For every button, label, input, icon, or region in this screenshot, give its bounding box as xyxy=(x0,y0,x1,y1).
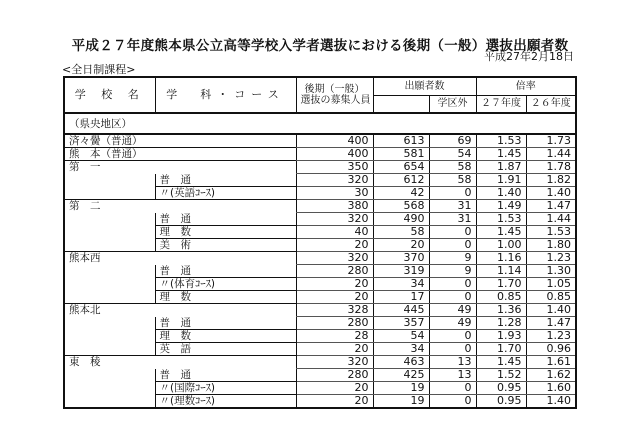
r26-cell: 1.61 xyxy=(526,356,576,369)
outside-cell: 0 xyxy=(429,343,476,356)
applicants-cell: 425 xyxy=(373,369,429,382)
r26-cell: 1.47 xyxy=(526,200,576,213)
r27-cell: 1.28 xyxy=(476,317,526,330)
course-name xyxy=(155,304,296,317)
school-name xyxy=(64,317,155,330)
outside-cell: 31 xyxy=(429,213,476,226)
r26-cell: 1.05 xyxy=(526,278,576,291)
table-row xyxy=(64,148,576,161)
r27-cell: 1.16 xyxy=(476,252,526,265)
applicants-cell: 58 xyxy=(373,226,429,239)
recruit-cell: 20 xyxy=(296,239,373,252)
applicants-cell: 54 xyxy=(373,330,429,343)
r27-cell: 1.53 xyxy=(476,134,526,148)
region-label: （県央地区） xyxy=(64,113,576,134)
r27-cell: 1.93 xyxy=(476,330,526,343)
section-label: <全日制課程> xyxy=(62,63,136,76)
school-name xyxy=(64,226,155,239)
applicants-cell: 19 xyxy=(373,395,429,409)
outside-cell: 69 xyxy=(429,134,476,148)
recruit-cell: 30 xyxy=(296,187,373,200)
r27-cell: 1.45 xyxy=(476,356,526,369)
r27-cell: 1.53 xyxy=(476,213,526,226)
r26-cell: 1.80 xyxy=(526,239,576,252)
header-r26: ２６年度 xyxy=(526,96,576,114)
r27-cell: 1.87 xyxy=(476,161,526,174)
course-name xyxy=(155,252,296,265)
applicants-table xyxy=(63,76,577,409)
recruit-cell: 20 xyxy=(296,278,373,291)
applicants-cell: 17 xyxy=(373,291,429,304)
table-row xyxy=(64,317,576,330)
course-name xyxy=(155,356,296,369)
recruit-cell: 400 xyxy=(296,134,373,148)
r26-cell: 1.23 xyxy=(526,252,576,265)
course-name: 〃(理数ｺｰｽ) xyxy=(155,395,296,409)
applicants-cell: 568 xyxy=(373,200,429,213)
document-title: 平成２７年度熊本県公立高等学校入学者選抜における後期（一般）選抜出願者数 xyxy=(71,38,569,54)
r27-cell: 0.95 xyxy=(476,382,526,395)
recruit-cell: 28 xyxy=(296,330,373,343)
applicants-cell: 19 xyxy=(373,382,429,395)
school-name: 第 二 xyxy=(64,200,155,213)
course-name xyxy=(155,134,296,148)
outside-cell: 9 xyxy=(429,252,476,265)
course-name: 美 術 xyxy=(155,239,296,252)
table-row xyxy=(64,161,576,174)
r26-cell: 1.47 xyxy=(526,317,576,330)
school-name xyxy=(64,330,155,343)
outside-cell: 9 xyxy=(429,265,476,278)
header-applicants-blank xyxy=(373,96,429,114)
course-name: 普 通 xyxy=(155,213,296,226)
recruit-cell: 20 xyxy=(296,382,373,395)
r26-cell: 1.53 xyxy=(526,226,576,239)
applicants-cell: 581 xyxy=(373,148,429,161)
header-ratio: 倍率 xyxy=(476,77,576,96)
table-row xyxy=(64,134,576,148)
r26-cell: 1.23 xyxy=(526,330,576,343)
course-name: 普 通 xyxy=(155,265,296,278)
r26-cell: 0.96 xyxy=(526,343,576,356)
recruit-cell: 400 xyxy=(296,148,373,161)
recruit-cell: 350 xyxy=(296,161,373,174)
outside-cell: 0 xyxy=(429,395,476,409)
recruit-cell: 320 xyxy=(296,213,373,226)
applicants-cell: 612 xyxy=(373,174,429,187)
recruit-cell: 320 xyxy=(296,252,373,265)
table-row xyxy=(64,330,576,343)
course-name: 普 通 xyxy=(155,174,296,187)
applicants-cell: 42 xyxy=(373,187,429,200)
r27-cell: 1.91 xyxy=(476,174,526,187)
header-outside: 学区外 xyxy=(429,96,476,114)
r26-cell: 1.73 xyxy=(526,134,576,148)
table-row xyxy=(64,382,576,395)
recruit-cell: 320 xyxy=(296,174,373,187)
course-name: 英 語 xyxy=(155,343,296,356)
table-row xyxy=(64,187,576,200)
applicants-cell: 319 xyxy=(373,265,429,278)
r27-cell: 1.52 xyxy=(476,369,526,382)
r27-cell: 1.49 xyxy=(476,200,526,213)
r26-cell: 1.62 xyxy=(526,369,576,382)
outside-cell: 49 xyxy=(429,317,476,330)
outside-cell: 0 xyxy=(429,226,476,239)
r26-cell: 1.60 xyxy=(526,382,576,395)
recruit-cell: 320 xyxy=(296,356,373,369)
outside-cell: 31 xyxy=(429,200,476,213)
table-row xyxy=(64,239,576,252)
table-row xyxy=(64,304,576,317)
school-name xyxy=(64,174,155,187)
r27-cell: 1.45 xyxy=(476,226,526,239)
school-name: 済々黌（普通） xyxy=(64,134,155,148)
r27-cell: 1.70 xyxy=(476,278,526,291)
recruit-cell: 380 xyxy=(296,200,373,213)
recruit-cell: 20 xyxy=(296,343,373,356)
applicants-cell: 34 xyxy=(373,278,429,291)
outside-cell: 13 xyxy=(429,356,476,369)
header-r27: ２７年度 xyxy=(476,96,526,114)
applicants-cell: 463 xyxy=(373,356,429,369)
r26-cell: 1.40 xyxy=(526,187,576,200)
recruit-cell: 280 xyxy=(296,265,373,278)
r27-cell: 1.40 xyxy=(476,187,526,200)
r26-cell: 1.40 xyxy=(526,395,576,409)
school-name xyxy=(64,343,155,356)
table-row xyxy=(64,395,576,409)
applicants-cell: 654 xyxy=(373,161,429,174)
school-name: 東 稜 xyxy=(64,356,155,369)
header-recruit-line1: 後期（一般） xyxy=(304,84,365,95)
outside-cell: 0 xyxy=(429,278,476,291)
school-name xyxy=(64,213,155,226)
school-name xyxy=(64,369,155,382)
header-school: 学 校 名 xyxy=(64,77,155,113)
school-name: 熊 本（普通） xyxy=(64,148,155,161)
recruit-cell: 280 xyxy=(296,317,373,330)
table-row xyxy=(64,356,576,369)
course-name xyxy=(155,148,296,161)
course-name xyxy=(155,161,296,174)
header-applicants: 出願者数 xyxy=(373,77,476,96)
table-row xyxy=(64,200,576,213)
table-row xyxy=(64,265,576,278)
outside-cell: 0 xyxy=(429,291,476,304)
course-name: 〃(国際ｺｰｽ) xyxy=(155,382,296,395)
applicants-cell: 357 xyxy=(373,317,429,330)
table-row xyxy=(64,174,576,187)
course-name: 〃(体育ｺｰｽ) xyxy=(155,278,296,291)
header-recruit xyxy=(296,77,373,113)
recruit-cell: 328 xyxy=(296,304,373,317)
course-name: 普 通 xyxy=(155,317,296,330)
course-name: 理 数 xyxy=(155,330,296,343)
recruit-cell: 40 xyxy=(296,226,373,239)
recruit-cell: 20 xyxy=(296,395,373,409)
outside-cell: 0 xyxy=(429,330,476,343)
school-name xyxy=(64,265,155,278)
outside-cell: 58 xyxy=(429,161,476,174)
school-name: 熊本西 xyxy=(64,252,155,265)
applicants-cell: 20 xyxy=(373,239,429,252)
r26-cell: 1.40 xyxy=(526,304,576,317)
table-row xyxy=(64,213,576,226)
table-row xyxy=(64,369,576,382)
r27-cell: 0.85 xyxy=(476,291,526,304)
r27-cell: 1.14 xyxy=(476,265,526,278)
school-name: 第 一 xyxy=(64,161,155,174)
course-name: 理 数 xyxy=(155,291,296,304)
course-name xyxy=(155,200,296,213)
table-row xyxy=(64,278,576,291)
outside-cell: 58 xyxy=(429,174,476,187)
r26-cell: 1.78 xyxy=(526,161,576,174)
applicants-cell: 445 xyxy=(373,304,429,317)
school-name xyxy=(64,395,155,409)
applicants-cell: 613 xyxy=(373,134,429,148)
recruit-cell: 20 xyxy=(296,291,373,304)
r27-cell: 1.00 xyxy=(476,239,526,252)
school-name xyxy=(64,278,155,291)
r27-cell: 0.95 xyxy=(476,395,526,409)
school-name: 熊本北 xyxy=(64,304,155,317)
school-name xyxy=(64,239,155,252)
table-row xyxy=(64,226,576,239)
header-recruit-line2: 選抜の募集人員 xyxy=(300,95,371,106)
applicants-cell: 34 xyxy=(373,343,429,356)
r26-cell: 1.44 xyxy=(526,148,576,161)
r26-cell: 1.44 xyxy=(526,213,576,226)
table-row xyxy=(64,291,576,304)
header-course: 学 科・コース xyxy=(155,77,296,113)
recruit-cell: 280 xyxy=(296,369,373,382)
r27-cell: 1.36 xyxy=(476,304,526,317)
course-name: 〃(英語ｺｰｽ) xyxy=(155,187,296,200)
outside-cell: 54 xyxy=(429,148,476,161)
school-name xyxy=(64,187,155,200)
r27-cell: 1.45 xyxy=(476,148,526,161)
school-name xyxy=(64,382,155,395)
course-name: 理 数 xyxy=(155,226,296,239)
r26-cell: 0.85 xyxy=(526,291,576,304)
outside-cell: 0 xyxy=(429,382,476,395)
school-name xyxy=(64,291,155,304)
outside-cell: 0 xyxy=(429,187,476,200)
applicants-cell: 370 xyxy=(373,252,429,265)
outside-cell: 0 xyxy=(429,239,476,252)
outside-cell: 49 xyxy=(429,304,476,317)
course-name: 普 通 xyxy=(155,369,296,382)
document-date: 平成27年2月18日 xyxy=(484,50,574,63)
r26-cell: 1.82 xyxy=(526,174,576,187)
r26-cell: 1.30 xyxy=(526,265,576,278)
table-row xyxy=(64,343,576,356)
outside-cell: 13 xyxy=(429,369,476,382)
applicants-cell: 490 xyxy=(373,213,429,226)
r27-cell: 1.70 xyxy=(476,343,526,356)
table-row xyxy=(64,252,576,265)
